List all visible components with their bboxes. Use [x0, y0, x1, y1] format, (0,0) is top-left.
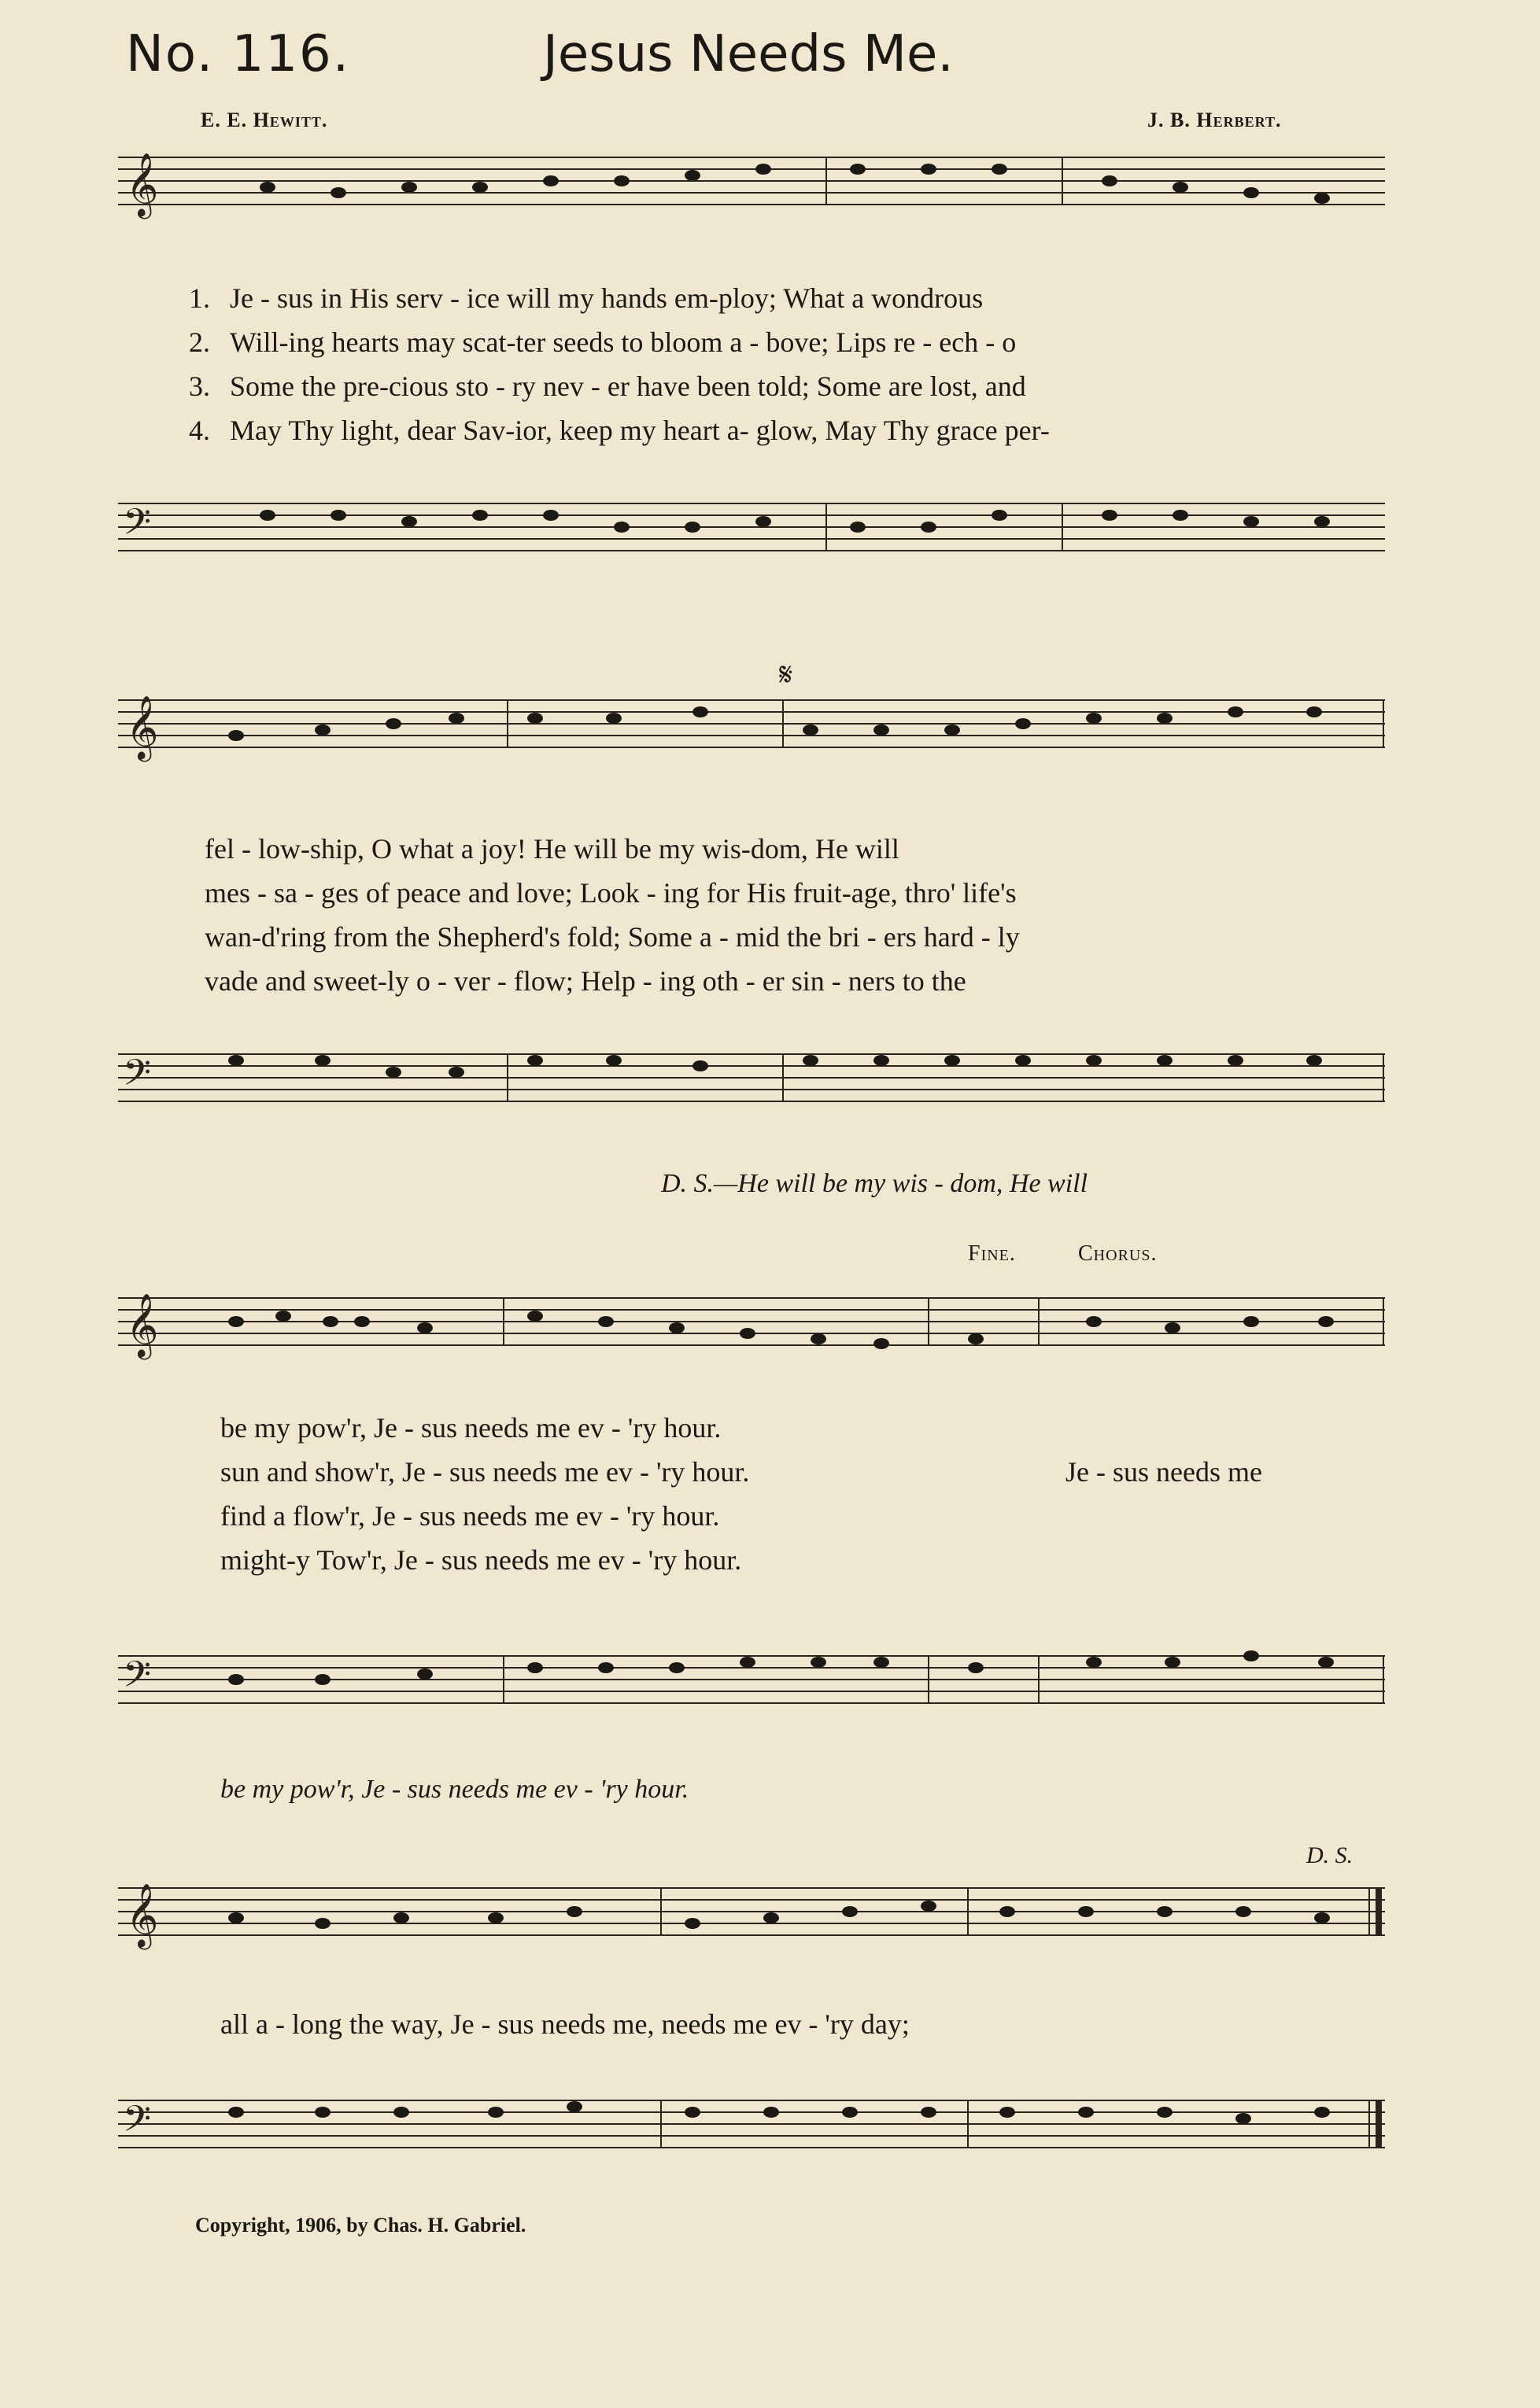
bass-staff-lines	[110, 2093, 1385, 2171]
ds-mark: D. S.	[1306, 1842, 1354, 1868]
treble-staff	[110, 1290, 1385, 1356]
chorus-marker: Chorus.	[1078, 1241, 1158, 1266]
verse-number: 2.	[189, 326, 210, 358]
bass-lyric: be my pow'r, Je - sus needs me ev - 'ry hour.	[220, 1775, 689, 1804]
verse-number: 1.	[189, 282, 210, 314]
bass-staff	[110, 2093, 1385, 2155]
lyric-line	[189, 414, 1050, 447]
bass-staff-lines	[110, 496, 1385, 574]
lyric-line	[189, 282, 983, 315]
lyric-line: be my pow'r, Je - sus needs me ev - 'ry hour.	[220, 1412, 722, 1444]
svg-text:𝄢: 𝄢	[123, 2100, 152, 2148]
treble-staff-lines	[110, 692, 1385, 771]
fine-marker: Fine.	[968, 1241, 1016, 1266]
svg-text:𝄢: 𝄢	[123, 1655, 152, 1704]
lyric-line: all a - long the way, Je - sus needs me, needs me ev - 'ry day;	[220, 2008, 910, 2040]
lyric-line: mes - sa - ges of peace and love; Look - ing for His fruit-age, thro' life's	[205, 877, 1017, 909]
hymn-title: Jesus Needs Me.	[543, 25, 954, 83]
lyric-line: might-y Tow'r, Je - sus needs me ev - 'ry hour.	[220, 1544, 742, 1576]
treble-staff	[110, 692, 1385, 758]
lyric-line: find a flow'r, Je - sus needs me ev - 'ry hour.	[220, 1500, 720, 1532]
lyric-line: wan-d'ring from the Shepherd's fold; Some a - mid the bri - ers hard - ly	[205, 921, 1020, 953]
lyric-line	[189, 370, 1026, 403]
treble-staff	[110, 149, 1385, 216]
lyric-line: vade and sweet-ly o - ver - flow; Help - ing oth - er sin - ners to the	[205, 965, 966, 997]
bass-staff-lines	[110, 1046, 1385, 1125]
svg-text:𝄢: 𝄢	[123, 1053, 152, 1102]
lyric-line: sun and show'r, Je - sus needs me ev - 'ry hour.	[220, 1456, 750, 1488]
svg-text:𝄞: 𝄞	[126, 698, 159, 758]
lyric-line: fel - low-ship, O what a joy! He will be my wis-dom, He will	[205, 833, 899, 865]
svg-text:𝄞: 𝄞	[126, 1296, 159, 1356]
lyricist-credit: E. E. Hewitt.	[201, 109, 328, 131]
lyric-text: Some the pre-cious sto - ry nev - er have been told; Some are lost, and	[230, 371, 1026, 402]
bass-staff	[110, 1648, 1385, 1711]
lyric-text: May Thy light, dear Sav-ior, keep my heart a- glow, May Thy grace per-	[230, 415, 1050, 446]
treble-staff-lines	[110, 1880, 1385, 1959]
svg-text:𝄢: 𝄢	[123, 503, 152, 551]
lyric-text: Je - sus in His serv - ice will my hands em-ploy; What a wondrous	[230, 282, 984, 314]
hymn-number: No. 116.	[126, 25, 351, 83]
lyric-line	[189, 326, 1016, 359]
svg-text:𝄞: 𝄞	[126, 155, 159, 216]
segno-sign: 𝄋	[779, 657, 793, 692]
ds-repeat-lyric: D. S.—He will be my wis - dom, He will	[661, 1169, 1088, 1198]
bass-staff	[110, 1046, 1385, 1109]
svg-text:𝄞: 𝄞	[126, 1886, 159, 1946]
treble-staff-lines	[110, 149, 1385, 228]
bass-staff	[110, 496, 1385, 559]
bass-staff-lines	[110, 1648, 1385, 1727]
treble-staff-lines	[110, 1290, 1385, 1369]
treble-staff	[110, 1880, 1385, 1946]
chorus-lyric: Je - sus needs me	[1065, 1456, 1262, 1488]
copyright-notice: Copyright, 1906, by Chas. H. Gabriel.	[195, 2214, 526, 2237]
verse-number: 3.	[189, 371, 210, 402]
lyric-text: Will-ing hearts may scat-ter seeds to bloom a - bove; Lips re - ech - o	[230, 326, 1017, 358]
verse-number: 4.	[189, 415, 210, 446]
composer-credit: J. B. Herbert.	[1147, 109, 1282, 131]
